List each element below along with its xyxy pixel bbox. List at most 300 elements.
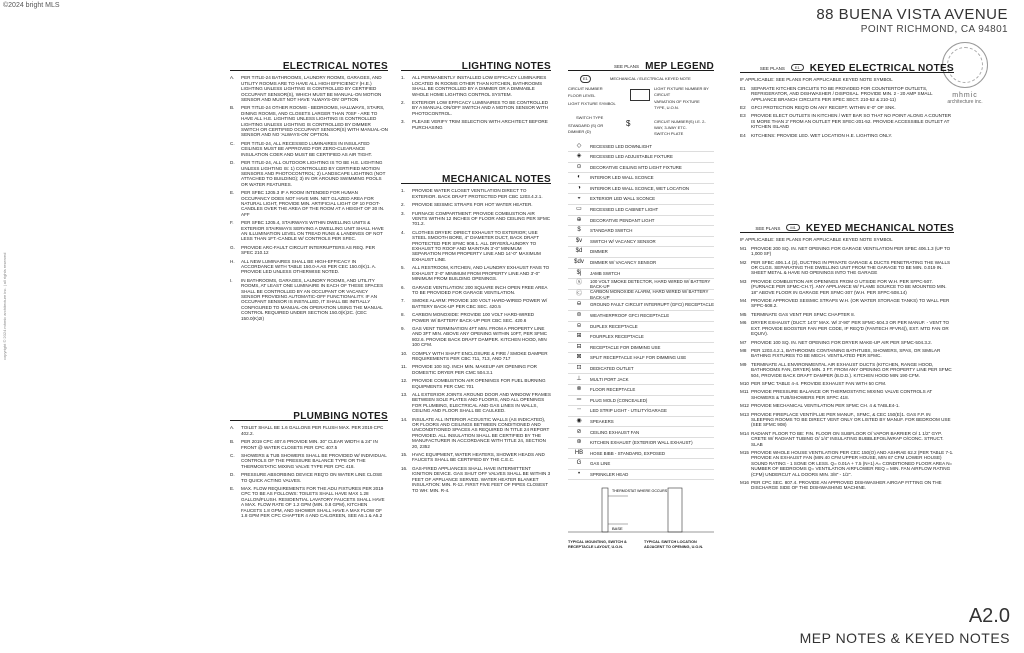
note-text: CARBON MONOXIDE: PROVIDE 100 VOLT HARD-WIRED POWER W/ BATTERY BACK-UP PER CBC SEC. 420.6 [412, 312, 535, 323]
note-item [740, 86, 954, 102]
legend-label: JAMB SWITCH [590, 270, 621, 276]
legend-symbol-icon: $d [575, 248, 583, 255]
note-item [230, 259, 388, 275]
legend-symbol-icon: ◒ [577, 195, 581, 202]
note-key: 5. [401, 265, 405, 271]
note-key: M2 [740, 259, 747, 265]
legend-symbol-icon: ⊟ [576, 343, 582, 350]
note-key: 7. [401, 298, 405, 304]
note-key: M3 [740, 278, 747, 284]
note-item [401, 351, 551, 362]
switch-location-caption: TYPICAL SWITCH LOCATION ADJACENT TO OPENING, U.O.N. [644, 539, 704, 550]
plumbing-notes-title: PLUMBING NOTES [230, 414, 388, 421]
mechanical-notes-title: MECHANICAL NOTES [401, 177, 551, 184]
note-item [230, 278, 388, 321]
note-text: ALL PERMANENTLY INSTALLED LOW EFFICACY LUMINAIRES LOCATED IN ROOMS OTHER THAN KITCHEN, BATHROOMS SHALL BE CONTROLLED BY A DIMMER OR A DIMMABLE WHOLE HOME LIGHTING CONTROL SYSTEM. [412, 75, 547, 97]
plumbing-notes-list [230, 425, 388, 518]
legend-symbol-icon: G [576, 460, 582, 467]
mechanical-notes-section [401, 174, 551, 496]
keyed-mechanical-title: KEYED MECHANICAL NOTES [805, 223, 954, 234]
legend-item [568, 173, 714, 184]
note-text: PER TITLE-24 OTHER ROOMS - BEDROOMS, HALLWAYS, STAIRS, DINING ROOMS, AND CLOSETS LARGER THAN 70SF - ARE TO HAVE ALL H.E. LIGHTING UNLESS LIGHTING IS CONTROLLED LIGHTING UNLESS LIGHTING IS CONTROLLED BY DIMMER SWITCH OR CERTIFIED OCCUPANT SENSOR(S) WITH MANUAL-ON SENSOR AND NO 'ALWAYS-ON' OPTION. [241, 105, 389, 138]
legend-item [568, 237, 714, 248]
legend-label: CARBON MONOXIDE ALARM, HARD WIRED W/ BATTERY BACK-UP [590, 289, 709, 300]
note-text: ALL RESTROOM, KITCHEN, AND LAUNDRY EXHAUST FANS TO EXHAUST 3'-0" MINIMUM FROM PROPERTY LINE AND 3'-0" MINIMUM FROM BUILDING OPENINGS. [412, 265, 550, 282]
legend-symbol-icon: ⊞ [576, 333, 582, 340]
note-text: RADIANT FLOOR TO BE: FIN. FLOOR ON SUBFLOOR O/ VAPOR BARRIER O/ 1 1/2" GYP. CRETE W/ RADIANT TUBING O/ 1/4" INSULATING BUBBLEFOIL/WRAP O/CONC. STRUCT. SLAB [751, 430, 944, 447]
legend-item [568, 470, 714, 481]
note-item [401, 417, 551, 449]
legend-symbol-icon: ⊖ [576, 301, 582, 308]
note-item [401, 100, 551, 116]
legend-item [568, 163, 714, 174]
firm-title: mhmic [952, 92, 978, 99]
note-item [401, 202, 551, 207]
note-key: 14. [401, 416, 408, 422]
note-text: INSULATE ALL INTERIOR ACOUSTIC WALLS (AS INDICATED), OR FLOORS AND CEILINGS BETWEEN CONDITIONED AND UNCONDITIONED SPACES AS REQUIRED IN TITLE 24 REPORT PROVIDED. ALL INSULATION SHALL BE CERTIFIED BY THE MANUFACTURER IN ACCORDANCE WITH TITLE 24, SECTION 20, 2352 [412, 416, 550, 449]
mechanical-notes-list [401, 188, 551, 493]
legend-item [568, 396, 714, 407]
mls-watermark: ©2024 bright MLS [3, 2, 60, 9]
note-text: PROVIDE PRESSURE BALANCE OR THERMOSTATIC MIXING VALVE CONTROLS AT SHOWERS & TUB/SHOWERS PER SFPC 418. [751, 389, 933, 400]
legend-label: INTERIOR LED WALL SCONCE, WET LOCATION [590, 185, 690, 191]
note-text: PROVIDE 200 SQ. IN. NET OPENING FOR GARAGE VENTILATION PER SFBC 406.1.3 (UP TO 1,000 SF) [751, 245, 951, 257]
legend-symbol-icon: • [577, 470, 581, 477]
note-item [740, 431, 954, 447]
note-key: B. [230, 105, 235, 111]
note-key: 11. [401, 364, 408, 370]
note-key: D. [230, 160, 235, 166]
legend-label: CEILING EXHAUST FAN [590, 429, 640, 435]
legend-label: PLUG MOLD (CONCEALED) [590, 397, 648, 403]
note-key: C. [230, 140, 235, 146]
note-text: ALL EXTERIOR JOINTS AROUND DOOR AND WINDOW FRAMES BETWEEN SOLE PLATES AND FLOORS, AND ALL OPENINGS FOR PLUMBING, ELECTRICAL AND GAS LINES IN WALLS, CEILING AND FLOOR SHALL BE CAULKED. [412, 392, 551, 414]
note-item [230, 472, 388, 483]
legend-label: FOURPLEX RECEPTACLE [590, 334, 644, 340]
note-item [740, 298, 954, 309]
legend-symbol-icon: ═ [576, 396, 582, 403]
note-item [401, 378, 551, 389]
note-key: 1. [401, 188, 405, 194]
legend-symbol-icon: ◈ [576, 153, 582, 160]
note-text: PER SFMC TABLE 4-4. PROVIDE EXHAUST FAN WITH 50 CFM. [751, 380, 887, 386]
note-key: 9. [401, 325, 405, 331]
circuit-number-label: CIRCUIT NUMBER [568, 86, 603, 92]
note-key: M12 [740, 403, 749, 409]
legend-symbol-icon: ◉ [576, 417, 582, 424]
legend-label: SPRINKLER HEAD [590, 471, 629, 477]
legend-item [568, 141, 714, 152]
note-text: PROVIDE ARC-FAULT CIRCUIT INTERRUPTERS AS REQ. PER SFEC 210.12 [241, 244, 376, 256]
note-item [230, 425, 388, 436]
electrical-notes-list [230, 75, 388, 321]
note-text: PROVIDE WHOLE HOUSE VENTILATION PER CEC 150(O) AND ASHRAE 62.2 (PER TABLE 7-1. PROVIDE AN EXHAUST FAN (MIN 40 CFM UPPER HOUSE, MIN 67 CFM LOWER HOUSE) SOUND RATING - 1 SONE OR LESS. Q= 0.01A + 7.5 (N+1) A= CONDITIONED FLOOR AREA N= NUMBER OF BEDROOMS Q= VENTILATION AIRFLOWER REQ = MIN. FAN AIRFLOW RATING (CFM) UNDERCUT ALL DOORS MIN. 3/8" - 1/2". [751, 450, 954, 477]
legend-label: RECESSED LED DOWNLIGHT [590, 143, 652, 149]
lighting-notes-list [401, 75, 551, 130]
legend-label: DIMMER [590, 249, 608, 255]
note-key: 4. [401, 229, 405, 235]
note-key: M9 [740, 361, 747, 367]
plumbing-notes-section [230, 411, 388, 522]
legend-item [568, 438, 714, 449]
note-text: FURNACE COMPARTMENT: PROVIDE COMBUSTION AIR VENTS WITHIN 12 INCHES OF FLOOR AND CEILING PER SFMC 701.2. [412, 210, 551, 227]
note-key: 8. [401, 312, 405, 318]
electrical-notes-section [230, 61, 389, 324]
symbol-key-diagram [568, 75, 714, 141]
note-text: PER SFBC 1205.3 IF A ROOM INTENDED FOR HUMAN OCCUPANCY DOES NOT HAVE MIN. NET GLAZED AREA FOR NATURAL LIGHT, PROVIDE MIN. ARTIFICIAL LIGHT OF 10 FOOT-CANDLES OVER THE AREA OF THE ROOM AT A HEIGHT OF 30 IN. AFF [241, 190, 385, 217]
note-key: 1. [401, 75, 405, 81]
mep-legend-title: MEP LEGEND [645, 61, 714, 72]
note-item [740, 348, 954, 359]
note-text: COMPLY WITH SHAFT ENCLOSURE & FIRE / SMOKE DAMPER REQUIREMENTS PER CBC 711, 713, AND 717 [412, 350, 548, 361]
legend-item [568, 459, 714, 470]
keyed-electrical-list [740, 86, 954, 138]
note-item [740, 340, 954, 345]
legend-symbol-icon: ⊙ [576, 163, 582, 170]
keyed-electrical-title: KEYED ELECTRICAL NOTES [809, 63, 954, 74]
legend-symbol-icon: Ⓒ [575, 290, 582, 297]
note-key: E3 [740, 113, 746, 119]
switch-plate-label: SWITCH PLATE [654, 131, 684, 137]
note-item [740, 403, 954, 408]
legend-symbol-icon: Ⓢ [575, 280, 582, 287]
legend-symbol-icon: $ [577, 227, 581, 234]
note-item [230, 160, 388, 187]
legend-label: GAS LINE [590, 461, 611, 467]
note-text: SEPARATE KITCHEN CIRCUITS TO BE PROVIDED FOR COUNTERTOP OUTLETS, REFRIGERATOR, AND DISHWASHER / DISPOSAL. PROVIDE MIN. 2 - 20 AMP SMALL APPLIANCE BRANCH CIRCUITS PER SPEC SECT. 210-52 & 210-11) [751, 85, 933, 102]
note-text: DRYER EXHAUST (DUCT: 14'0" MAX. W/ 3'-90" PER SFMC-504.3 OR PER MANUF. - VENT TO EXT. PROVIDE BOOSTER FAN PER CODE, IF REQ'D (FANTECH #FVR4)), EXT. MTD FAN OR EQUIV). [751, 320, 950, 337]
legend-item [568, 322, 714, 333]
note-text: TOILET SHALL BE 1.6 GALLONS PER FLUSH MAX. PER 2019 CPC 402.2. [241, 425, 384, 436]
legend-item [568, 406, 714, 417]
legend-symbol-icon: $dv [574, 259, 584, 266]
standard-dimmer-label: STANDARD (S) OR DIMMER (D) [568, 123, 604, 134]
note-item [740, 279, 954, 295]
note-key: 2. [401, 100, 405, 106]
floor-level-label: FLOOR LEVEL [568, 93, 596, 99]
section-captions [568, 540, 714, 551]
note-text: PER SFBC 1205.4, STAIRWAYS WITHIN DWELLING UNITS & EXTERIOR STAIRWAYS SERVING A DWELLING UNIT SHALL HAVE AN ILLUMINATION LEVEL ON TREAD RUNS & LANDINGS OF NOT LESS THAN 1FT.-CANDLE W/ CONTROLS PER SFEC. [241, 220, 384, 242]
legend-item [568, 226, 714, 237]
note-text: PROVIDE ELECT OUTLETS IN KITCHEN / WET BAR SO THAT NO POINT ALONG A COUNTER IS MORE THAN 2' FROM AN OUTLET PER SFEC-201-52. PROVIDE ACCESSIBLE OUTLET AT KITCHEN ISLAND [751, 113, 952, 130]
note-text: IN BATHROOMS, GARAGES, LAUNDRY ROOMS, AND UTILITY ROOMS, AT LEAST ONE LUMINAIRE IN EACH OF THESE SPACES SHALL BE CONTROLLED BY AN OCCUPANT OR VACANCY SENSOR PROVIDING AUTOMATIC-OFF FUNCTIONALITY. IF AN OCCUPANT SENSOR IS INSTALLED, IT SHALL BE INITIALLY CONFIGURED TO MANUAL-ON OPERATION USING THE MANUAL CONTROL REQUIRED UNDER SECTION 150.0(K)2C. (CEC 150.0(K)2I) [241, 277, 384, 321]
note-item [401, 298, 551, 309]
mounting-caption: TYPICAL MOUNTING, SWITCH & RECEPTACLE LAYOUT, U.O.N. [568, 539, 627, 550]
note-item [230, 486, 388, 518]
note-text: PROVIDE MECHANICAL VENTILATION PER SFMC CH. 4 & TABLE4-1. [751, 403, 900, 409]
note-key: 3. [401, 119, 405, 125]
note-item [401, 230, 551, 262]
note-text: PROVIDE APPROVED SEISMIC STRAPS W.H. (OR WATER STORAGE TANKS) TO WALL PER SFPC-508.2. [751, 298, 950, 309]
note-text: PROVIDE 100 SQ. INCH MIN. MAKEUP AIR OPENING FOR DOMESTIC DRYER PER CMC 504.3.1 [412, 364, 537, 375]
keyed-electrical-intro [740, 77, 954, 82]
note-text: KITCHENS: PROVIDE LED. WET LOCATION H.E. LIGHTING ONLY. [751, 132, 893, 138]
legend-item [568, 353, 714, 364]
switch-circuits-label: CIRCUIT NUMBER(S) I.E. 2-WAY, 3-WAY ETC. [654, 119, 706, 130]
note-text: PER SFBC 406.1.4 (2), DUCTING IN PRIVATE GARAGE & DUCTS PENETRATING THE WALLS OR CLGS. SEPARATING THE DWELLING UNIT FROM THE GARAGE TO BE MIN. 0.019 IN. SHEET METAL & HAVE NO OPENINGS INTO THE GARAGE [751, 259, 951, 276]
note-key: 6. [401, 284, 405, 290]
note-text: PRESSURE ABSORBING DEVICE REQ'D ON WATER LINE CLOSE TO QUICK ACTING VALVES. [241, 472, 383, 483]
fixture-tag-icon [630, 89, 650, 101]
note-item [401, 326, 551, 348]
note-item [401, 364, 551, 375]
note-item [230, 141, 388, 157]
note-item [401, 452, 551, 463]
firm-subtitle: architecture inc. [947, 99, 983, 105]
legend-item [568, 290, 714, 301]
legend-symbol-icon: ▭ [576, 206, 582, 213]
light-symbol-label: LIGHT FIXTURE SYMBOL [568, 101, 616, 107]
note-key: M1 [740, 245, 747, 251]
light-number-label: LIGHT FIXTURE NUMBER BY CIRCUIT [654, 86, 709, 97]
legend-label: DIMMER W/ VACANCY SENSOR [590, 260, 657, 266]
note-key: M4 [740, 298, 747, 304]
legend-item [568, 184, 714, 195]
note-text: SHOWERS & TUB SHOWERS SHALL BE PROVIDED W/ INDIVIDUAL CONTROLS OF THE PRESSURE BALANCE TYPE OR THE THERMOSTATIC MIXING VALVE TYPE PER CPC 418. [241, 453, 387, 469]
note-text: PROVIDE COMBUSTION AIR OPENINGS FROM O UTSIDE FOR W.H. PER SFPC-507. (FURNACE PER SFMC-CH.7). ANY APPLIANCE W/ FLAME SOURCE TO BE MOUNTED MIN. 18" ABOVE FLOOR IN GARAGE PER SFMC-307 (W.H. PER SFPC-508.14) [751, 278, 947, 295]
legend-item [568, 194, 714, 205]
mep-legend-header [568, 61, 714, 72]
note-key: M13 [740, 411, 749, 417]
note-text: GFCI PROTECTION REQ'D ON ANY RECEPT. WITHIN 6'-0" OF SNK. [751, 105, 896, 111]
legend-item [568, 300, 714, 311]
see-plans-label: SEE PLANS [755, 226, 781, 231]
note-text: PER CPC SEC. 807.4. PROVIDE AN APPROVED DISHWASHER AIRGAP FITTING ON THE DISCHARGE SIDE OF THE DISHWASHING MACHINE. [751, 480, 942, 491]
legend-symbol-icon: HB [574, 449, 584, 456]
legend-item [568, 364, 714, 375]
note-text: PER 1203.4.2.1, BATHROOMS CONTAINING BATHTUBS, SHOWERS, SPAS, OR SIMILAR BATHING FIXTURES TO BE MECH. VENTILATED PER SFMC. [751, 347, 941, 359]
note-key: 10. [401, 350, 408, 356]
keyed-note-label: MECHANICAL / ELECTRICAL KEYED NOTE [610, 76, 691, 82]
note-text: PER TITLE-24 BATHROOMS, LAUNDRY ROOMS, GARAGES, AND UTILITY ROOMS ARE TO HAVE ALL HIGH EFFICIENCY (H.E.) LIGHTING UNLESS LIGHTING IS CONTROLLED BY CERTIFIED OCCUPANT SENSOR(S), WHICH MUST BE MANUAL-ON MOTION SENSOR AND MUST NOT HAVE 'ALWAYS-ON' OPTION [241, 75, 382, 103]
note-key: M8 [740, 347, 747, 353]
note-key: 12. [401, 378, 408, 384]
legend-item [568, 258, 714, 269]
note-key: E4 [740, 132, 746, 138]
note-key: E1 [740, 85, 746, 91]
legend-item [568, 332, 714, 343]
note-text: PROVIDE 100 SQ. IN. NET OPENING FOR DRYER MAKE-UP AIR PER SFMC-504.3.2. [751, 339, 932, 345]
note-text: PER TITLE-24, ALL RECESSED LUMINAIRES IN INSULATED CEILINGS MUST BE APPROVED FOR ZERO-CLEARANCE INSULATION COER AND MUST BE CERTIFIED AS AIR TIGHT. [241, 140, 373, 157]
note-key: B. [230, 439, 235, 445]
variation-label: VARIATION OF FIXTURE TYPE, U.O.N. [654, 99, 700, 110]
legend-label: STANDARD SWITCH [590, 228, 633, 234]
see-plans-label: SEE PLANS [759, 66, 785, 71]
note-item [230, 105, 388, 137]
note-item [740, 480, 954, 491]
project-city: POINT RICHMOND, CA 94801 [860, 24, 1008, 35]
note-key: M5 [740, 311, 747, 317]
thermostat-label: THERMOSTAT WHERE OCCURS [612, 489, 668, 494]
note-key: M11 [740, 389, 749, 395]
note-item [401, 312, 551, 323]
note-text: PROVIDE WATER CLOSET VENTILATION DIRECT TO EXTERIOR. BACK DRAFT PROTECTED PER CBC 1203.4.2.1. [412, 188, 543, 199]
lighting-notes-title: LIGHTING NOTES [401, 64, 551, 71]
note-key: A. [230, 425, 235, 431]
note-key: C. [230, 453, 235, 459]
legend-symbol-icon: $v [575, 237, 583, 244]
note-text: CLOTHES DRYER: DIRECT EXHAUST TO EXTERIOR; USE STEEL SMOOTH BORE, 4" DIAMETER DUCT, BACK DRAFT PROTECTED PER SFMC 908.1. ALL DRYER/LAUNDRY TO EXHAUST TO ROOF AND MAINTAIN 3'-0" MINIMUM SEPARATION FROM PROPERTY LINE AND 14'-0" MAXIMUM EXHAUST LINE. [412, 229, 541, 262]
legend-item [568, 343, 714, 354]
note-text: PROVIDE COMBUSTION AIR OPENINGS FOR FUEL BURNING EQUIPMENTS PER CMC 701 [412, 378, 546, 389]
legend-item [568, 374, 714, 385]
legend-item [568, 216, 714, 227]
legend-symbol-icon: ⊛ [576, 439, 582, 446]
copyright-text: copyright © 2024 mhmic architecture inc. | all rights reserved [2, 252, 7, 360]
legend-label: KITCHEN EXHAUST (EXTERIOR WALL EXHAUST) [590, 440, 693, 446]
legend-list [568, 141, 714, 480]
note-text: PROVIDE SEISMIC STRAPS FOR HOT WATER HEATER. [412, 202, 533, 208]
note-item [401, 265, 551, 281]
sheet-number: A2.0 [968, 605, 1010, 627]
note-item [230, 439, 388, 450]
legend-symbol-icon: ┄ [577, 407, 581, 414]
switch-symbol-icon: $ [626, 119, 631, 129]
legend-item [568, 311, 714, 322]
note-item [740, 246, 954, 257]
legend-symbol-icon: ⊘ [576, 428, 582, 435]
keyed-tag-icon: E1 [791, 64, 804, 71]
note-item [230, 75, 388, 102]
note-item [401, 211, 551, 227]
legend-label: LED STRIP LIGHT - UTILITY/GARAGE [590, 408, 667, 414]
note-text: PER 2019 CPC 407.6 PROVIDE MIN. 30" CLEAR WIDTH & 24" IN FRONT @ WATER CLOSETS PER CPC 407.5 [241, 439, 378, 450]
note-item [740, 320, 954, 336]
legend-label: WEATHERPROOF GFCI RECEPTACLE [590, 313, 670, 318]
electrical-notes-title: ELECTRICAL NOTES [230, 64, 388, 71]
legend-label: SWITCH W/ VACANCY SENSOR [590, 238, 656, 244]
legend-item [568, 449, 714, 460]
legend-label: SPLIT RECEPTACLE HALF FOR DIMMING USE [590, 355, 687, 361]
note-key: M7 [740, 339, 747, 345]
note-key: M10 [740, 380, 749, 386]
note-item [230, 190, 388, 217]
keyed-mechanical-header [740, 224, 954, 233]
legend-symbol-icon: ⊥ [576, 375, 582, 382]
lighting-notes-section [401, 61, 551, 133]
legend-label: 100 VOLT SMOKE DETECTOR, HARD WIRED W/ BATTERY BACK-UP [590, 278, 711, 289]
keyed-electrical-section [740, 64, 954, 141]
note-item [401, 285, 551, 296]
legend-label: RECEPTACLE FOR DIMMING USE [590, 344, 661, 350]
note-item [740, 389, 954, 400]
legend-symbol-icon: ◇ [576, 142, 582, 149]
note-key: M16 [740, 480, 749, 486]
note-text: GAS VENT TERMINATION 4FT MIN. FROM A PROPERTY LINE AND 3FT MIN. ABOVE ANY OPENING WITHIN 10FT, PER SFMC 802.6. PROVIDE BACK DRAFT DAMPER. KITCHEN HOOD, MIN 100 CFM. [412, 325, 548, 348]
note-key: 13. [401, 392, 408, 397]
legend-label: EXTERIOR LED WALL SCONCE [590, 196, 656, 202]
note-key: M15 [740, 450, 749, 455]
note-key: A. [230, 75, 235, 81]
legend-label: SPEAKERS [590, 418, 614, 424]
note-item [230, 220, 388, 242]
note-text: TERMINATE ALL ENVIRONMENTAL AIR EXHAUST DUCTS (KITCHEN, RANGE HOOD, BATHROOMS FAN, DRYER) MIN. 3 FT. FROM ANY OPENING OR PROPERTY LINE PER SFMC 504, PROVIDE BACK DRAFT DAMPER (B.D.D.). KITCHEN HOOD MIN 190 CFM. [751, 361, 952, 378]
note-item [740, 260, 954, 276]
legend-symbol-icon: ⊠ [576, 354, 582, 361]
see-plans-label: SEE PLANS [614, 64, 640, 69]
mep-legend-section [568, 61, 715, 551]
legend-label: GROUND FAULT CIRCUIT INTERRUPT (GFCI) RECEPTACLE [590, 302, 715, 308]
legend-item [568, 427, 714, 438]
legend-symbol-icon: ⊕ [576, 216, 582, 223]
note-item [740, 312, 954, 317]
note-item [740, 113, 954, 129]
keyed-tag-icon: M1 [786, 224, 800, 231]
keyed-mechanical-section [740, 224, 954, 494]
legend-label: HOSE BIBB - STANDARD, EXPOSED [590, 450, 666, 456]
note-key: 15. [401, 452, 408, 458]
note-item [401, 188, 551, 199]
note-item [230, 453, 388, 469]
legend-symbol-icon: ◑ [577, 184, 581, 191]
legend-item [568, 247, 714, 258]
base-label: BASE [612, 526, 623, 532]
note-item [740, 133, 954, 138]
note-text: MAX. FLOW REQUIREMENTS FOR THE ADU FIXTURES PER 2019 CPC TO BE AS FOLLOWS: TOILETS SHALL HAVE MAX 1.28 GALLON/FLUSH. RESIDENTIAL LAVATORY FAUCETS SHALL HAVE A MAX. FLOW RATE OF 1.2 GPM (MIN. 0.8 GPM), KITCHEN FAUCETS 1.8 GPM, AND SHOWER SHALL HAVE A MAX FLOW OF 1.8 GPM PER CPC CHAPTER 4 AND CALGREEN, SEE A5.1 & A5.2 [241, 486, 385, 519]
keyed-mechanical-list [740, 246, 954, 491]
note-item [740, 362, 954, 378]
legend-symbol-icon: ⊡ [576, 364, 582, 371]
note-key: 3. [401, 210, 405, 216]
note-text: TERMINATE GAS VENT PER SFMC CHAPTER 8. [751, 311, 855, 317]
note-text: ALL NEW LUMINAIRES SHALL BE HIGH-EFFICACY IN ACCORDANCE WITH TABLE 150.0-A AS PER CEC 150.0(K)1. A. PROVIDE LED UNLESS OTHERWISE NOTED. [241, 258, 377, 275]
legend-symbol-icon: ⊜ [576, 312, 582, 318]
keyed-note-tag-icon: E1 [580, 75, 591, 82]
legend-item [568, 385, 714, 396]
note-key: E2 [740, 105, 746, 111]
legend-label: RECESSED LED CABINET LIGHT [590, 207, 659, 213]
note-key: F. [230, 220, 234, 226]
intro-text: IF APPLICABLE: SEE PLANS FOR APPLICABLE KEYED NOTE SYMBOL [740, 77, 893, 83]
legend-symbol-icon: $j [576, 269, 582, 276]
legend-label: DUPLEX RECEPTACLE [590, 323, 638, 329]
note-key: D. [230, 472, 235, 478]
intro-text: IF APPLICABLE: SEE PLANS FOR APPLICABLE KEYED NOTE SYMBOL [740, 237, 893, 243]
mounting-section-diagram [568, 482, 714, 538]
note-key: M6 [740, 320, 747, 326]
note-text: EXTERIOR LOW EFFICACY LUMINAIRES TO BE CONTROLLED BY A MANUAL ON/OFF SWITCH AND A MOTION SENSOR WITH PHOTOCONTROL. [412, 100, 549, 116]
sheet-name: MEP NOTES & KEYED NOTES [799, 630, 1010, 646]
note-key: E. [230, 190, 235, 196]
note-key: M14 [740, 430, 749, 436]
note-item [401, 119, 551, 130]
note-item [401, 466, 551, 493]
note-item [740, 412, 954, 428]
note-text: PROVIDE FIREPLACE VENT/FLUE PER MANUF., SFMC, & CEC 150(E)1. GAS F.P. IN SLEEPING ROOMS TO BE DIRECT VENT ONLY OR LISTED BY MANUF. FOR BEDROOM USE (SEE SFMC 908) [751, 411, 951, 428]
switch-type-label: SWITCH TYPE [576, 115, 604, 121]
legend-label: RECESSED LED ADJUSTABLE FIXTURE [590, 154, 673, 160]
keyed-mechanical-intro [740, 237, 954, 242]
note-text: GAS-FIRED APPLIANCES SHALL HAVE INTERMITTENT IGNITION DEVICE. GAS SHUT OFF VALVES SHALL BE WITHIN 3 FEET OF APPLIANCE SERVED. WATER HEATER BLANKET INSULATION: MIN. R-12. FIRST FIVE FEET OF PIPES CLOSEST TO WH: MIN. R-4. [412, 465, 551, 493]
note-item [740, 381, 954, 386]
note-key: G. [230, 244, 235, 250]
keyed-electrical-header [740, 64, 954, 73]
note-key: E. [230, 486, 235, 492]
legend-symbol-icon: ⊝ [576, 322, 582, 329]
note-text: PER TITLE-24, ALL OUTDOOR LIGHTING IS TO BE H.E. LIGHTING UNLESS LIGHTING IS: 1) CONTROLLED BY CERTIFIED MOTION SENSORS AND PHOTOCONTROL; 2) LANDSCAPE LIGHTING (NOT ATTACHED TO BUILDING); 3) IN OR AROUND SWIMMING POOLS OR WATER FEATURES. [241, 160, 386, 187]
note-item [740, 450, 954, 477]
note-text: GARAGE VENTILATION: 200 SQUARE INCH OPEN FREE AREA TO BE PROVIDED FOR GARAGE VENTILATION. [412, 284, 548, 295]
note-item [230, 245, 388, 256]
door-opening-icon [668, 488, 682, 532]
legend-item [568, 152, 714, 163]
wall-section-icon [602, 488, 608, 532]
note-text: PLEASE VERIFY TRIM SELECTION WITH ARCHITECT BEFORE PURCHASING [412, 119, 548, 130]
note-item [740, 105, 954, 110]
legend-label: FLOOR RECEPTACLE [590, 387, 636, 393]
note-key: 16. [401, 465, 408, 471]
legend-label: INTERIOR LED WALL SCONCE [590, 175, 654, 181]
